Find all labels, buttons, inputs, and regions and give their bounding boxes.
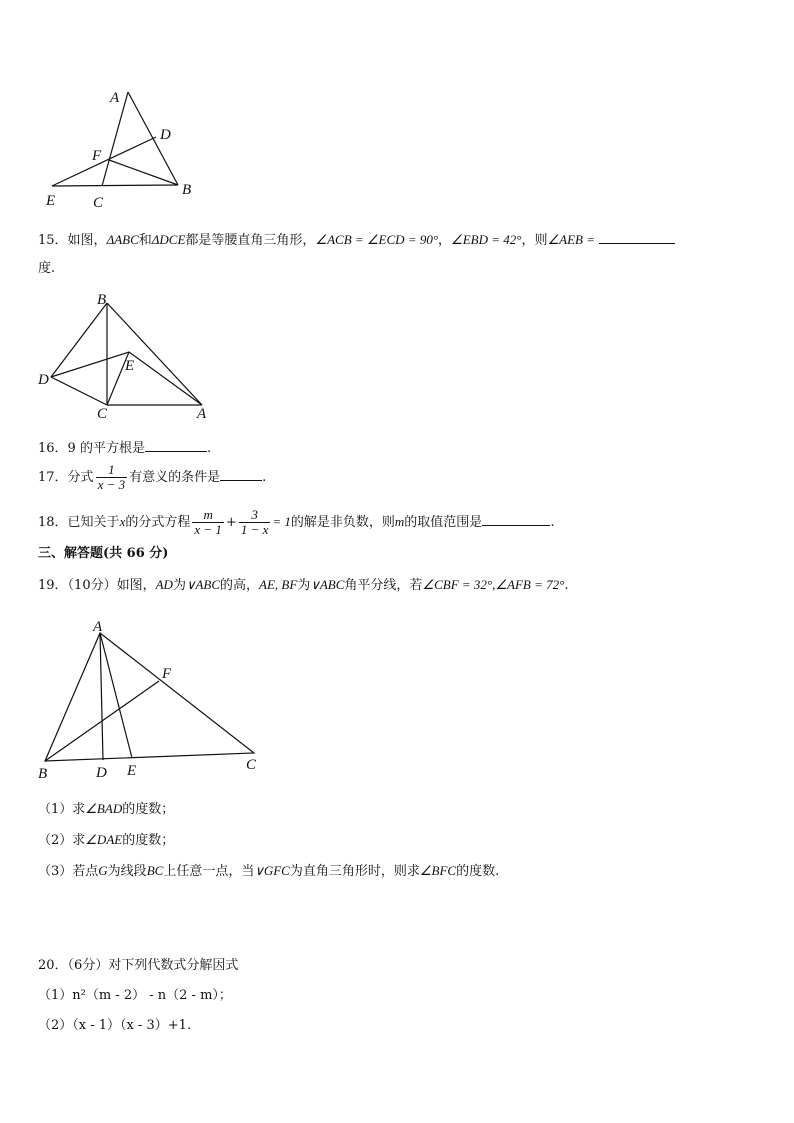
q15-number: 15． bbox=[38, 233, 68, 248]
q18-fraction-2 bbox=[239, 508, 271, 537]
q17-fraction bbox=[96, 463, 128, 492]
q18-f1-den: x − 1 bbox=[194, 522, 222, 537]
fig14-label-B: B bbox=[182, 182, 192, 198]
q15-tail: 度. bbox=[38, 261, 56, 276]
q20-title: （6分）对下列代数式分解因式 bbox=[67, 958, 239, 973]
q18-text-a: 已知关于 bbox=[67, 515, 120, 530]
fig19-label-F: F bbox=[162, 666, 172, 682]
q15-text-b: 都是等腰直角三角形， bbox=[185, 233, 316, 248]
figure-q14 bbox=[40, 84, 210, 214]
q18-text-c: 的解是非负数，则 bbox=[290, 515, 395, 530]
q18-f1-num: m bbox=[203, 507, 213, 522]
q15-tri2: ΔDCE bbox=[151, 232, 186, 247]
q17-text-a: 分式 bbox=[67, 470, 94, 485]
q20-sub-1: （1）n²（m - 2） - n（2 - m）； bbox=[38, 988, 232, 1003]
fig14-label-E: E bbox=[46, 193, 56, 209]
fig14-edge-FB bbox=[109, 160, 178, 185]
q19-tri: ∨ABC bbox=[185, 577, 221, 592]
q16-end: . bbox=[206, 441, 212, 456]
q18-var-x: x bbox=[119, 514, 126, 529]
fig19-triangle-ABC bbox=[45, 633, 254, 761]
q15-cond1: ∠ACB = ∠ECD = 90° bbox=[315, 232, 439, 247]
q19-end: . bbox=[564, 578, 569, 593]
q19-text-a: 为 bbox=[172, 578, 186, 593]
fig15-edge-EA bbox=[129, 352, 202, 405]
q18-plus: + bbox=[225, 515, 237, 530]
fig15-edge-DC bbox=[51, 377, 107, 405]
fig15-label-D: D bbox=[38, 372, 49, 388]
q17-frac-den: x − 3 bbox=[97, 477, 126, 492]
q20-number: 20． bbox=[38, 958, 68, 973]
q19-sub3-angle: ∠BFC bbox=[419, 863, 457, 878]
section-3-title: 三、解答题(共 66 分) bbox=[38, 546, 169, 561]
q18-f2-num: 3 bbox=[251, 507, 258, 522]
q19-sub1-b: 的度数； bbox=[122, 802, 175, 817]
fig19-label-B: B bbox=[38, 766, 48, 782]
fig15-label-C: C bbox=[97, 406, 108, 422]
q19-text-d: 角平分线，若 bbox=[344, 578, 423, 593]
figure-q15 bbox=[34, 290, 219, 422]
q18-end: . bbox=[550, 515, 555, 530]
q19-ad: AD bbox=[155, 577, 173, 592]
question-15 bbox=[38, 229, 675, 250]
fig19-label-C: C bbox=[246, 757, 257, 773]
fig14-label-F: F bbox=[92, 148, 102, 164]
fig14-label-D: D bbox=[160, 127, 171, 143]
fig19-label-D: D bbox=[96, 765, 107, 781]
q19-sub2-a: （2）求 bbox=[38, 833, 86, 848]
fig14-edge-EB bbox=[52, 185, 178, 186]
fig19-label-E: E bbox=[127, 763, 137, 779]
q19-score: （10分）如图， bbox=[67, 578, 156, 593]
q19-ae-bf: AE, BF bbox=[259, 577, 298, 592]
q17-frac-num: 1 bbox=[108, 462, 115, 477]
q15-text-a: 如图， bbox=[67, 233, 107, 248]
q18-eq: = 1 bbox=[272, 514, 291, 529]
q19-text-b: 的高， bbox=[220, 578, 260, 593]
q15-comma: ， bbox=[438, 233, 452, 248]
figure-q19 bbox=[32, 616, 272, 786]
q19-sub3-e: 的度数. bbox=[456, 864, 500, 879]
q17-number: 17． bbox=[38, 470, 68, 485]
q16-number: 16． bbox=[38, 441, 68, 456]
q16-answer-blank[interactable] bbox=[145, 437, 207, 452]
q18-f2-den: 1 − x bbox=[240, 522, 269, 537]
question-17 bbox=[38, 462, 266, 494]
fig15-edge-DB bbox=[51, 303, 107, 377]
fig19-bisector-AE bbox=[100, 633, 132, 758]
q19-tri2: ∨ABC bbox=[310, 577, 345, 592]
q17-end: . bbox=[262, 470, 267, 485]
question-18 bbox=[38, 506, 554, 539]
q19-sub3-g: G bbox=[98, 863, 108, 878]
q18-answer-blank[interactable] bbox=[482, 511, 550, 526]
q19-sub3-b: 为线段 bbox=[107, 864, 147, 879]
q18-number: 18． bbox=[38, 515, 68, 530]
q19-sub3-bc: BC bbox=[146, 863, 164, 878]
fig14-edge-AC bbox=[102, 92, 128, 186]
q19-sub3-tri: ∨GFC bbox=[254, 863, 290, 878]
fig19-altitude-AD bbox=[100, 633, 103, 760]
q15-text-c: ，则 bbox=[521, 233, 548, 248]
q18-fraction-1 bbox=[192, 508, 224, 537]
q19-number: 19． bbox=[38, 578, 68, 593]
q19-cond: ∠CBF = 32°,∠AFB = 72° bbox=[422, 577, 565, 592]
fig15-label-A: A bbox=[197, 406, 207, 422]
question-19 bbox=[38, 576, 568, 595]
fig14-label-A: A bbox=[110, 90, 120, 106]
q19-sub-3 bbox=[38, 862, 499, 881]
q15-tri1: ΔABC bbox=[106, 232, 139, 247]
q18-text-d: 的取值范围是 bbox=[404, 515, 483, 530]
q19-sub1-angle: ∠BAD bbox=[85, 801, 123, 816]
fig15-label-E: E bbox=[125, 358, 135, 374]
q16-text: 9 的平方根是 bbox=[67, 441, 145, 456]
q17-answer-blank[interactable] bbox=[220, 466, 262, 481]
q19-sub-1 bbox=[38, 800, 174, 819]
q15-cond2: ∠EBD = 42° bbox=[451, 232, 522, 247]
q20-sub-2: （2）（x - 1）（x - 3）+1. bbox=[38, 1018, 192, 1033]
q19-sub2-angle: ∠DAE bbox=[85, 832, 123, 847]
q18-var-m: m bbox=[394, 514, 405, 529]
q19-text-c: 为 bbox=[297, 578, 311, 593]
q18-text-b: 的分式方程 bbox=[125, 515, 191, 530]
q19-sub3-c: 上任意一点，当 bbox=[163, 864, 255, 879]
q19-sub2-b: 的度数； bbox=[122, 833, 175, 848]
fig14-label-C: C bbox=[93, 195, 104, 211]
q15-ask: ∠AEB = bbox=[547, 232, 595, 247]
fig19-label-A: A bbox=[93, 619, 103, 635]
fig15-edge-DE bbox=[51, 352, 129, 377]
q19-sub1-a: （1）求 bbox=[38, 802, 86, 817]
q19-sub3-a: （3）若点 bbox=[38, 864, 99, 879]
q15-answer-blank[interactable] bbox=[599, 229, 675, 244]
q19-sub-2 bbox=[38, 831, 174, 850]
question-16 bbox=[38, 437, 211, 458]
fig15-label-B: B bbox=[97, 292, 107, 308]
q15-and: 和 bbox=[138, 233, 152, 248]
q19-sub3-d: 为直角三角形时，则求 bbox=[289, 864, 420, 879]
q17-text-b: 有意义的条件是 bbox=[129, 470, 221, 485]
question-20 bbox=[38, 957, 238, 975]
